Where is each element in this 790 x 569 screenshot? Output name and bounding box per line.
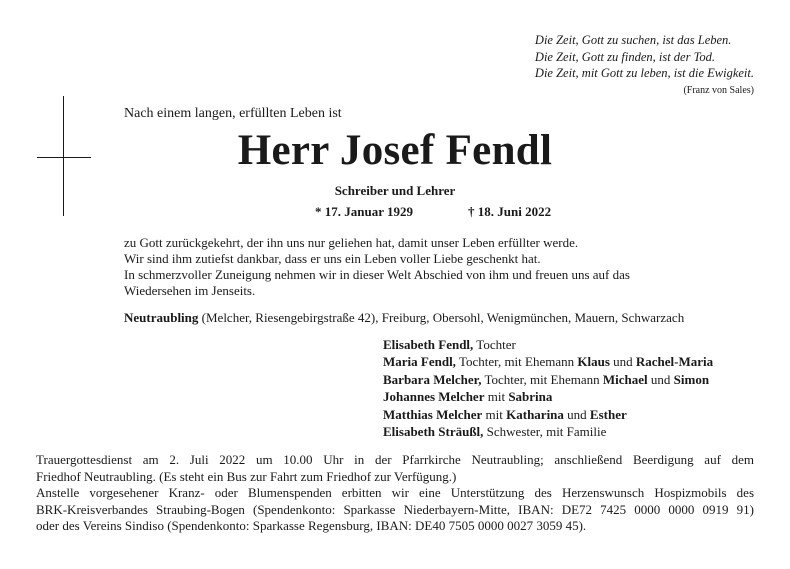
mourner-places	[124, 310, 684, 326]
family-member-row	[383, 353, 713, 370]
paragraph-line: Wiedersehen im Jenseits.	[124, 283, 256, 298]
death-date: † 18. Juni 2022	[468, 204, 552, 219]
quote-block	[535, 32, 754, 99]
quote-line: Die Zeit, Gott zu finden, ist der Tod.	[534, 49, 716, 64]
family-member-name: Rachel-Maria	[635, 354, 714, 370]
family-member-relation: Tochter	[473, 337, 516, 352]
other-places: (Melcher, Riesengebirgstraße 42), Freiburg, Obersohl, Wenigmünchen, Mauern, Schwarzach	[198, 310, 685, 325]
profession: Schreiber und Lehrer	[334, 183, 456, 198]
birth-date: * 17. Januar 1929	[315, 204, 413, 219]
family-member-relation: und	[647, 371, 674, 387]
family-member-name: Maria Fendl,	[383, 354, 456, 370]
family-member-relation: Tochter, mit Ehemann	[481, 371, 603, 387]
family-member-relation: und	[609, 354, 636, 370]
deceased-name: Herr Josef Fendl	[237, 127, 553, 174]
main-paragraph	[124, 235, 744, 299]
family-member-relation: mit	[484, 389, 509, 405]
family-member-name: Johannes Melcher	[383, 389, 485, 405]
family-member-row	[383, 336, 713, 353]
family-member-name: Matthias Melcher	[383, 406, 483, 422]
family-member-row	[383, 388, 713, 405]
family-member-name: Barbara Melcher,	[383, 371, 482, 387]
family-member-name: Sabrina	[508, 389, 553, 405]
family-member-name: Elisabeth Sträußl,	[383, 424, 484, 440]
paragraph-line: zu Gott zurückgekehrt, der ihn uns nur geliehen hat, damit unser Leben erfüllter werde.	[124, 235, 579, 250]
service-line: Anstelle vorgesehener Kranz- oder Blumenspenden erbitten wir eine Unterstützung des Herzenswunsch Hospizmobils des	[36, 485, 754, 501]
main-place: Neutraubling	[124, 310, 199, 325]
service-line: BRK-Kreisverbandes Straubing-Bogen (Spendenkonto: Sparkasse Niederbayern-Mitte, IBAN: DE72 7425 0000 0000 0919 91)	[36, 501, 754, 517]
family-member-name: Katharina	[506, 406, 564, 422]
quote-line: Die Zeit, mit Gott zu leben, ist die Ewigkeit.	[534, 66, 754, 80]
paragraph-line: In schmerzvoller Zuneigung nehmen wir in dieser Welt Abschied von ihm und freuen uns auf das	[124, 267, 630, 282]
family-member-name: Esther	[589, 406, 627, 422]
service-line: Trauergottesdienst am 2. Juli 2022 um 10.00 Uhr in der Pfarrkirche Neutraubling; anschließend Beerdigung auf dem	[36, 452, 754, 467]
family-member-relation: mit	[482, 406, 507, 422]
family-member-name: Klaus	[577, 354, 610, 370]
family-member-name: Michael	[602, 371, 648, 387]
family-member-name: Elisabeth Fendl,	[383, 337, 474, 352]
family-member-name: Simon	[673, 371, 710, 387]
quote-line: Die Zeit, Gott zu suchen, ist das Leben.	[534, 33, 732, 47]
family-member-row	[383, 371, 713, 388]
intro-text: Nach einem langen, erfüllten Leben ist	[124, 106, 342, 121]
family-member-relation: Tochter, mit Ehemann	[455, 354, 578, 370]
family-member-relation: und	[563, 406, 590, 422]
family-member-row	[383, 406, 713, 423]
quote-author: (Franz von Sales)	[683, 84, 754, 96]
service-info	[36, 452, 754, 535]
family-list	[383, 336, 713, 440]
family-member-row	[383, 423, 713, 440]
service-line: oder des Vereins Sindiso (Spendenkonto: Sparkasse Regensburg, IBAN: DE40 7505 0000 0027 3059 45).	[36, 518, 587, 534]
family-member-relation: Schwester, mit Familie	[483, 424, 607, 440]
service-line: Friedhof Neutraubling. (Es steht ein Bus zur Fahrt zum Friedhof zur Verfügung.)	[36, 468, 457, 484]
paragraph-line: Wir sind ihm zutiefst dankbar, dass er uns ein Leben voller Liebe geschenkt hat.	[124, 251, 541, 266]
